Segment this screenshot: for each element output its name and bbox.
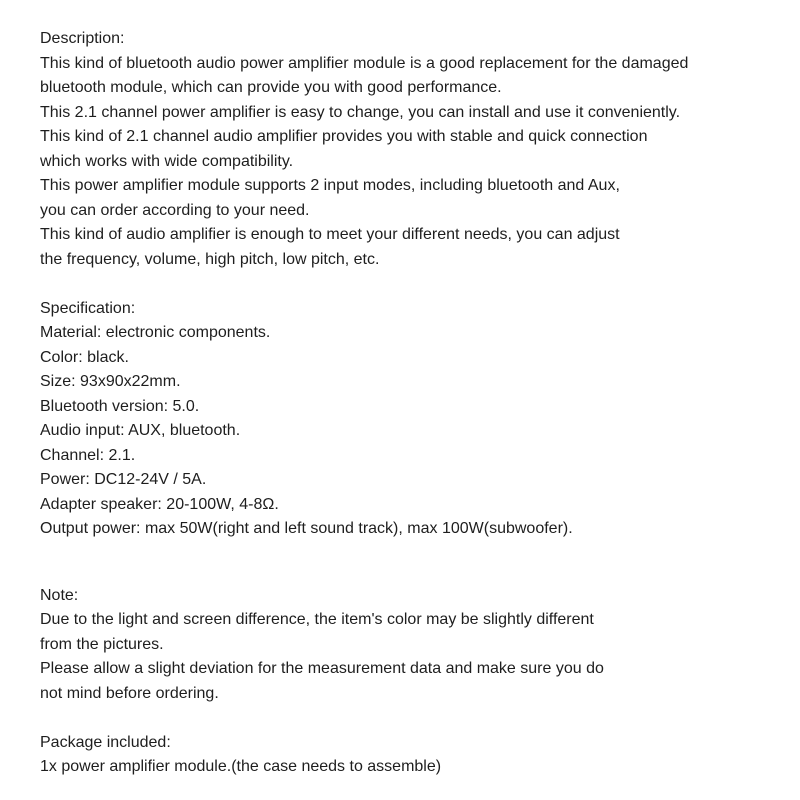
specification-section bbox=[40, 297, 780, 542]
package-item: 1x power amplifier module.(the case needs to assemble) bbox=[40, 758, 442, 775]
description-line: you can order according to your need. bbox=[40, 201, 310, 219]
spec-channel: Channel: 2.1. bbox=[40, 446, 136, 464]
description-line: which works with wide compatibility. bbox=[40, 152, 294, 170]
spec-audio-input: Audio input: AUX, bluetooth. bbox=[40, 422, 241, 439]
spec-output-power: Output power: max 50W(right and left sound track), max 100W(subwoofer). bbox=[40, 520, 573, 537]
spec-adapter-speaker: Adapter speaker: 20-100W, 4-8Ω. bbox=[40, 495, 279, 513]
spec-size: Size: 93x90x22mm. bbox=[40, 373, 181, 390]
description-line: This power amplifier module supports 2 input modes, including bluetooth and Aux, bbox=[40, 177, 620, 194]
package-section bbox=[40, 731, 780, 780]
note-line: Please allow a slight deviation for the measurement data and make sure you do bbox=[40, 660, 604, 677]
package-heading: Package included: bbox=[40, 733, 171, 751]
note-heading: Note: bbox=[40, 586, 79, 604]
section-spacer bbox=[40, 542, 780, 584]
description-line: bluetooth module, which can provide you with good performance. bbox=[40, 79, 502, 96]
spec-bluetooth-version: Bluetooth version: 5.0. bbox=[40, 397, 200, 415]
description-line: This kind of 2.1 channel audio amplifier provides you with stable and quick connection bbox=[40, 128, 648, 145]
note-line: not mind before ordering. bbox=[40, 684, 219, 702]
spec-color: Color: black. bbox=[40, 348, 129, 366]
description-section bbox=[40, 27, 780, 272]
section-spacer bbox=[40, 706, 780, 731]
spec-power: Power: DC12-24V / 5A. bbox=[40, 471, 207, 488]
description-line: This 2.1 channel power amplifier is easy to change, you can install and use it conveniently. bbox=[40, 103, 681, 121]
description-line: This kind of audio amplifier is enough to meet your different needs, you can adjust bbox=[40, 226, 620, 243]
description-heading: Description: bbox=[40, 30, 125, 47]
description-line: This kind of bluetooth audio power amplifier module is a good replacement for the damaged bbox=[40, 54, 689, 72]
note-section bbox=[40, 584, 780, 707]
description-line: the frequency, volume, high pitch, low pitch, etc. bbox=[40, 250, 380, 268]
note-line: from the pictures. bbox=[40, 635, 164, 653]
specification-heading: Specification: bbox=[40, 299, 136, 317]
spec-material: Material: electronic components. bbox=[40, 324, 271, 341]
product-description-document bbox=[40, 27, 780, 780]
section-spacer bbox=[40, 272, 780, 297]
note-line: Due to the light and screen difference, the item's color may be slightly different bbox=[40, 611, 594, 628]
